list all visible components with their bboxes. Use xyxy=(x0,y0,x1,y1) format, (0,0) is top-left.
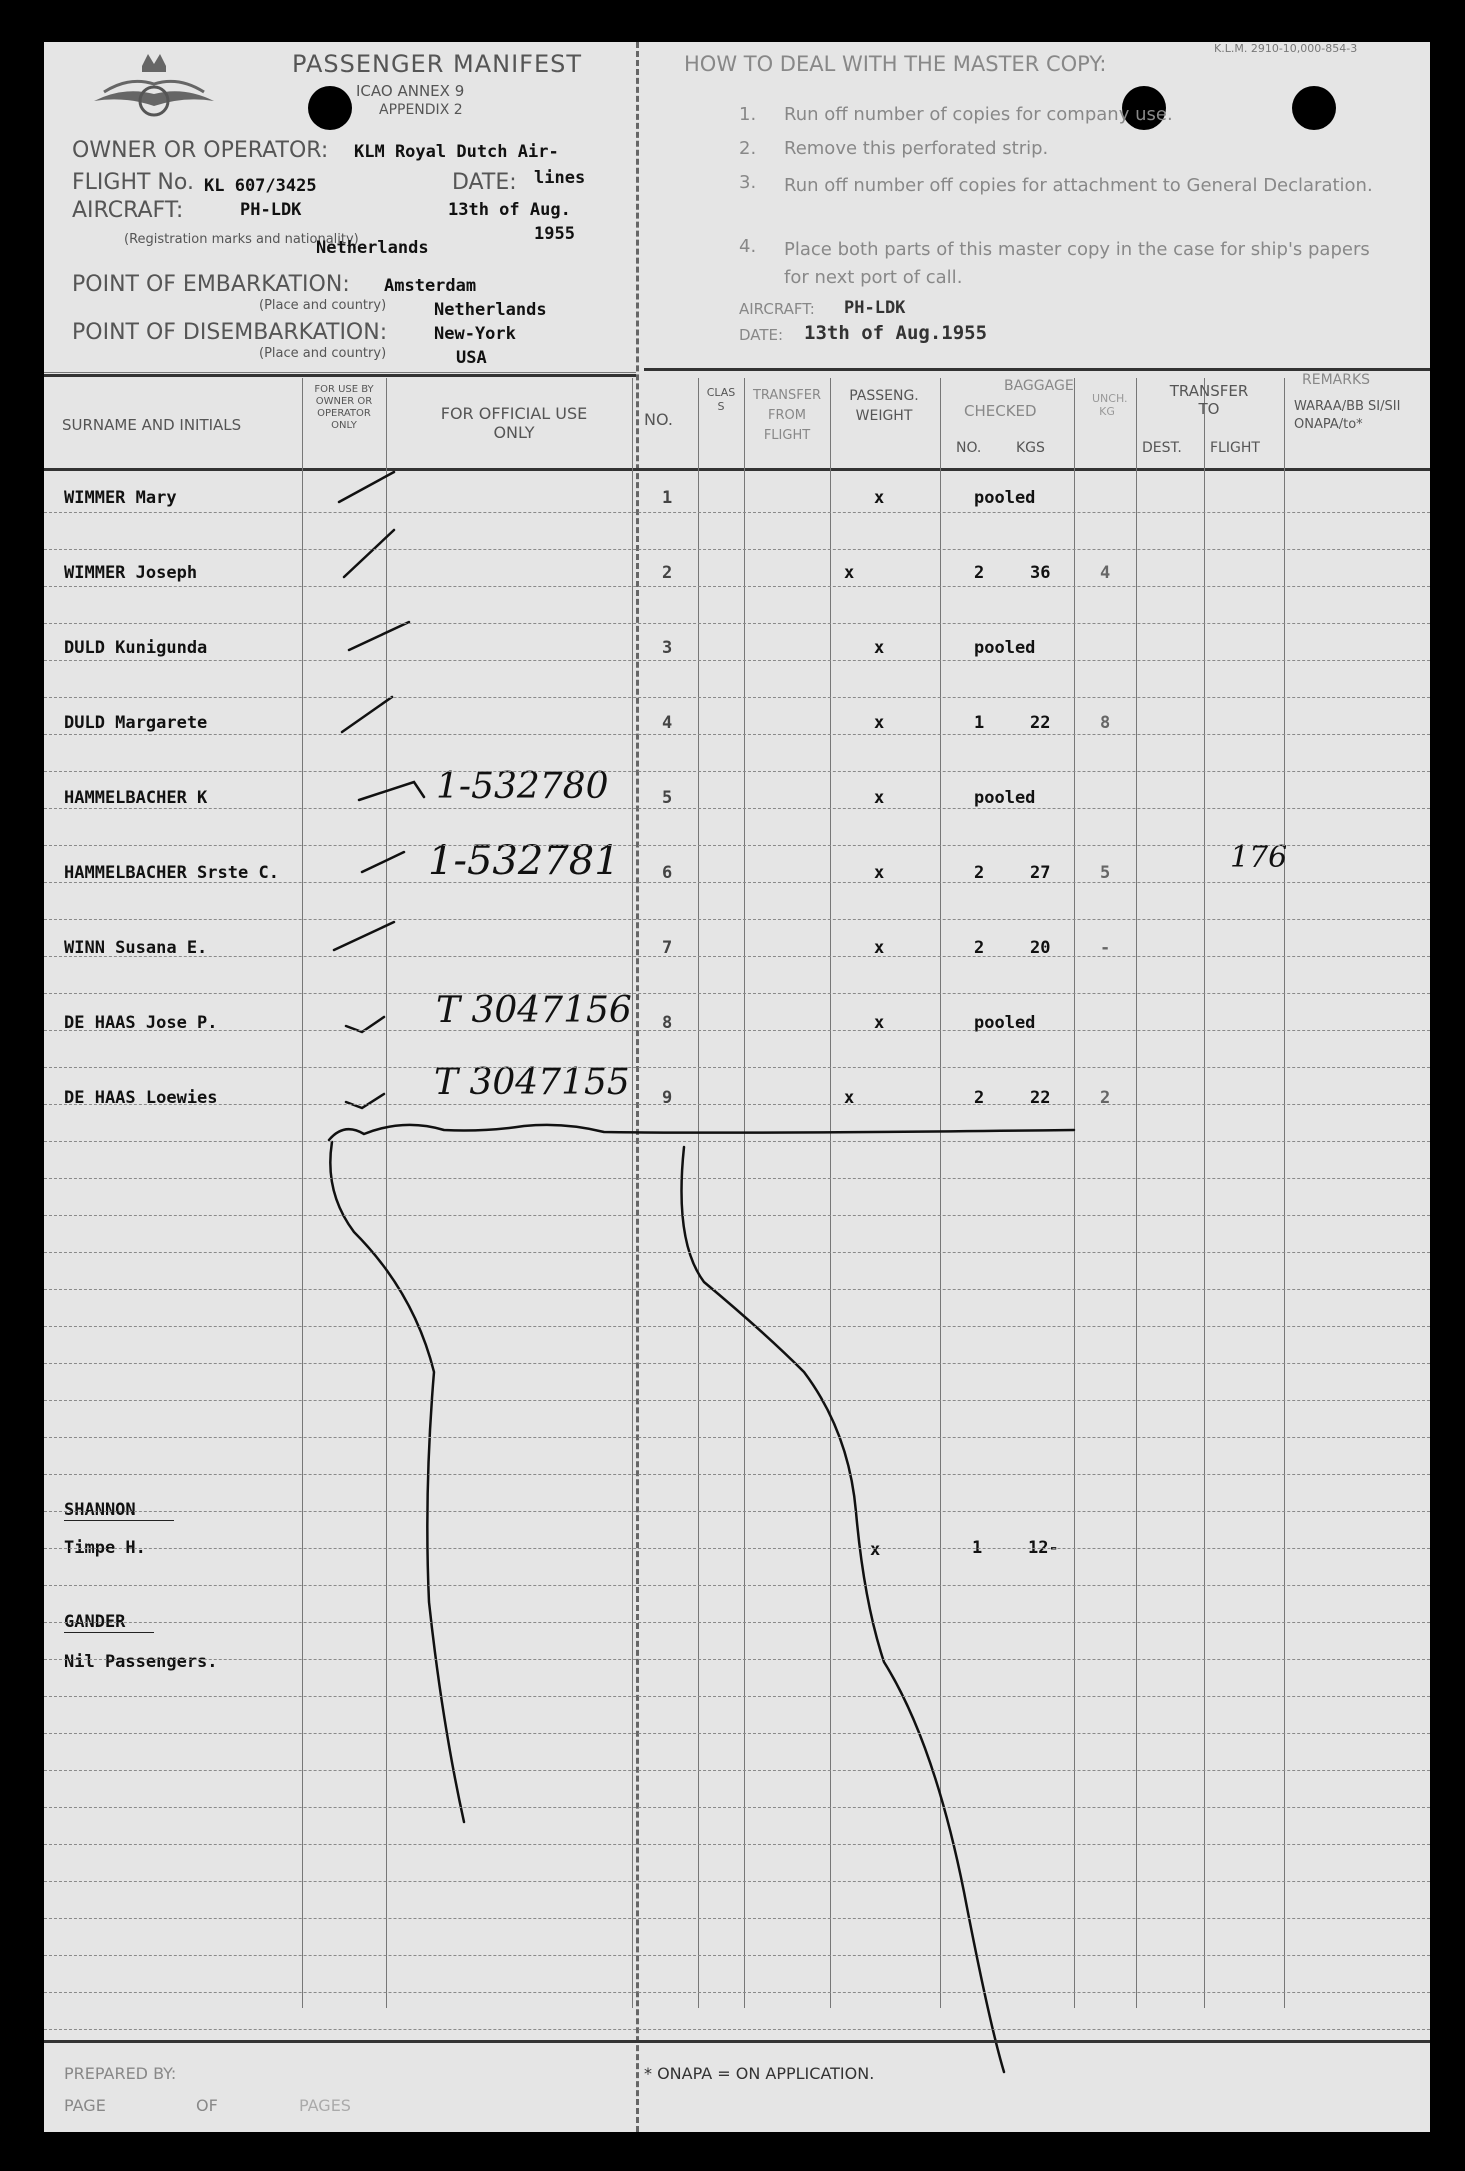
ruled-line xyxy=(44,1807,1430,1808)
ruled-line xyxy=(44,919,1430,920)
official-number: 1-532781 xyxy=(428,838,620,884)
ruled-line xyxy=(44,1141,1430,1142)
passenger-mark: x xyxy=(874,863,885,883)
strip-aircraft-label: AIRCRAFT: xyxy=(739,300,815,318)
baggage-count: 2 xyxy=(974,938,985,958)
step-3-num: 3. xyxy=(739,172,757,193)
col-flight: FLIGHT xyxy=(1210,440,1260,456)
baggage-checked: pooled xyxy=(974,488,1036,508)
ruled-line xyxy=(44,1770,1430,1771)
strip-date-value: 13th of Aug.1955 xyxy=(804,322,988,344)
stop-passenger: Timpe H. xyxy=(64,1538,146,1558)
baggage-count: 2 xyxy=(974,563,985,583)
master-copy-heading: HOW TO DEAL WITH THE MASTER COPY: xyxy=(684,52,1107,76)
owner-value-cont: lines xyxy=(534,168,586,188)
pages-label: PAGES xyxy=(299,2096,351,2115)
col-weight: PASSENG. WEIGHT xyxy=(849,388,919,424)
ruled-line xyxy=(44,1955,1430,1956)
ruled-line xyxy=(44,623,1430,624)
ruled-line xyxy=(44,1437,1430,1438)
ruled-line xyxy=(44,1030,1430,1031)
col-dest: DEST. xyxy=(1142,440,1182,456)
ruled-line xyxy=(44,734,1430,735)
ruled-line xyxy=(44,1733,1430,1734)
col-official-use: FOR OFFICIAL USE ONLY xyxy=(440,404,588,442)
baggage-count: 2 xyxy=(974,863,985,883)
ruled-line xyxy=(44,993,1430,994)
baggage-checked: pooled xyxy=(974,788,1036,808)
passenger-no: 5 xyxy=(662,788,673,808)
col-baggage: BAGGAGE xyxy=(1004,378,1074,394)
ruled-line xyxy=(44,1659,1430,1660)
manifest-sheet xyxy=(44,42,1430,2132)
col-remarks: REMARKS xyxy=(1302,372,1371,388)
passenger-no: 3 xyxy=(662,638,673,658)
baggage-kgs: 22 xyxy=(1030,1088,1051,1108)
baggage-count: 1 xyxy=(974,713,985,733)
ruled-line xyxy=(44,808,1430,809)
passenger-mark: x xyxy=(874,938,885,958)
disembarkation-label: POINT OF DISEMBARKATION: xyxy=(72,320,388,345)
date-label: DATE: xyxy=(452,170,517,195)
aircraft-value: PH-LDK xyxy=(240,200,302,220)
flight-no-value: KL 607/3425 xyxy=(204,176,317,196)
ruled-line xyxy=(44,549,1430,550)
passenger-name: WIMMER Mary xyxy=(64,488,177,508)
date-year: 1955 xyxy=(534,224,575,244)
ruled-line xyxy=(44,1918,1430,1919)
ruled-line xyxy=(44,1511,1430,1512)
col-transfer-to: TRANSFER TO xyxy=(1169,382,1249,418)
ruled-line xyxy=(44,1289,1430,1290)
col-class: CLASS xyxy=(706,386,736,413)
disembarkation-country: USA xyxy=(456,348,487,368)
stop-gander: GANDER xyxy=(64,1612,126,1632)
passenger-no: 9 xyxy=(662,1088,673,1108)
manifest-title: PASSENGER MANIFEST xyxy=(292,50,583,78)
appendix-label: APPENDIX 2 xyxy=(379,102,463,118)
ruled-line xyxy=(44,586,1430,587)
passenger-no: 6 xyxy=(662,863,673,883)
ruled-line xyxy=(44,2029,1430,2030)
ruled-line xyxy=(44,1548,1430,1549)
ruled-line xyxy=(44,1474,1430,1475)
baggage-unchecked: 4 xyxy=(1100,563,1111,583)
stop-shannon: SHANNON xyxy=(64,1500,136,1520)
ruled-line xyxy=(44,1178,1430,1179)
ruled-line xyxy=(44,1992,1430,1993)
baggage-checked: pooled xyxy=(974,638,1036,658)
stop-note: Nil Passengers. xyxy=(64,1652,218,1672)
ruled-line xyxy=(44,1215,1430,1216)
passenger-mark: x xyxy=(844,563,855,583)
passenger-name: DE HAAS Jose P. xyxy=(64,1013,218,1033)
passenger-name: WIMMER Joseph xyxy=(64,563,198,583)
ruled-line xyxy=(44,1067,1430,1068)
passenger-no: 2 xyxy=(662,563,673,583)
flight-no-label: FLIGHT No. xyxy=(72,170,194,195)
stop-underline xyxy=(64,1520,174,1521)
passenger-mark: x xyxy=(874,1013,885,1033)
col-transfer-from: TRANSFER FROM FLIGHT xyxy=(752,388,822,443)
ruled-line xyxy=(44,1326,1430,1327)
strip-aircraft-value: PH-LDK xyxy=(844,298,906,318)
col-owner-use: FOR USE BY OWNER OR OPERATOR ONLY xyxy=(314,384,374,431)
step-2-num: 2. xyxy=(739,138,757,159)
baggage-unchecked: 5 xyxy=(1100,863,1111,883)
stop-bag-no: 1 xyxy=(972,1538,983,1558)
step-1-num: 1. xyxy=(739,104,757,125)
embarkation-country: Netherlands xyxy=(434,300,547,320)
col-bag-no: NO. xyxy=(956,440,982,456)
col-remarks-codes: WARAA/BB SI/SII ONAPA/to* xyxy=(1294,399,1401,432)
stop-kgs: 12- xyxy=(1028,1538,1059,1558)
baggage-checked: pooled xyxy=(974,1013,1036,1033)
ruled-line xyxy=(44,845,1430,846)
passenger-mark: x xyxy=(844,1088,855,1108)
passenger-name: HAMMELBACHER Srste C. xyxy=(64,863,279,883)
date-value: 13th of Aug. xyxy=(448,200,571,220)
baggage-unchecked: - xyxy=(1100,938,1111,958)
of-label: OF xyxy=(196,2096,218,2115)
passenger-mark: x xyxy=(874,713,885,733)
ruled-line xyxy=(44,1881,1430,1882)
baggage-unchecked: 8 xyxy=(1100,713,1111,733)
prepared-by-label: PREPARED BY: xyxy=(64,2064,177,2083)
baggage-kgs: 36 xyxy=(1030,563,1051,583)
ruled-line xyxy=(44,1622,1430,1623)
embarkation-value: Amsterdam xyxy=(384,276,477,296)
handwritten-total: 176 xyxy=(1230,840,1288,875)
passenger-mark: x xyxy=(874,488,885,508)
registration-note: (Registration marks and nationality) xyxy=(124,232,359,247)
baggage-count: 2 xyxy=(974,1088,985,1108)
ruled-line xyxy=(44,1252,1430,1253)
col-surname: SURNAME AND INITIALS xyxy=(62,416,242,434)
ruled-line xyxy=(44,1696,1430,1697)
nationality-value: Netherlands xyxy=(316,238,429,258)
official-number: 1-532780 xyxy=(436,766,609,807)
owner-label: OWNER OR OPERATOR: xyxy=(72,138,329,163)
disembarkation-value: New-York xyxy=(434,324,516,344)
passenger-no: 7 xyxy=(662,938,673,958)
stop-x: x xyxy=(870,1540,881,1560)
step-4-num: 4. xyxy=(739,236,757,257)
ruled-line xyxy=(44,697,1430,698)
ruled-line xyxy=(44,1400,1430,1401)
ruled-line xyxy=(44,882,1430,883)
ruled-line xyxy=(44,660,1430,661)
passenger-name: WINN Susana E. xyxy=(64,938,208,958)
stop-underline xyxy=(64,1632,154,1633)
col-checked: CHECKED xyxy=(964,402,1037,420)
pen-strokes xyxy=(44,42,1430,2132)
step-4-text: Place both parts of this master copy in the case for ship's papers for next port of call. xyxy=(784,239,1370,288)
owner-value: KLM Royal Dutch Air- xyxy=(354,142,559,162)
passenger-mark: x xyxy=(874,638,885,658)
passenger-mark: x xyxy=(874,788,885,808)
passenger-no: 4 xyxy=(662,713,673,733)
onapa-note: * ONAPA = ON APPLICATION. xyxy=(644,2064,875,2083)
ruled-line xyxy=(44,1585,1430,1586)
aircraft-label: AIRCRAFT: xyxy=(72,198,184,223)
official-number: T 3047156 xyxy=(436,990,632,1031)
passenger-no: 8 xyxy=(662,1013,673,1033)
place-country-note: (Place and country) xyxy=(259,298,387,313)
ruled-line xyxy=(44,1104,1430,1105)
strip-date-label: DATE: xyxy=(739,326,784,344)
ruled-line xyxy=(44,1844,1430,1845)
col-no: NO. xyxy=(644,410,673,429)
passenger-name: HAMMELBACHER K xyxy=(64,788,208,808)
step-3-text: Run off number off copies for attachment to General Declaration. xyxy=(784,175,1373,196)
passenger-name: DULD Margarete xyxy=(64,713,208,733)
footer-border xyxy=(44,2040,1430,2043)
ruled-line xyxy=(44,956,1430,957)
col-unchecked: UNCH. KG xyxy=(1092,392,1128,418)
ruled-line xyxy=(44,512,1430,513)
baggage-kgs: 27 xyxy=(1030,863,1051,883)
baggage-kgs: 22 xyxy=(1030,713,1051,733)
annex-label: ICAO ANNEX 9 xyxy=(356,82,465,100)
place-country-note-2: (Place and country) xyxy=(259,346,387,361)
step-1-text: Run off number of copies for company use. xyxy=(784,104,1173,125)
passenger-no: 1 xyxy=(662,488,673,508)
official-number: T 3047155 xyxy=(434,1062,630,1103)
col-kgs: KGS xyxy=(1016,440,1045,456)
ruled-line xyxy=(44,771,1430,772)
ruled-line xyxy=(44,1363,1430,1364)
page-label: PAGE xyxy=(64,2096,106,2115)
baggage-unchecked: 2 xyxy=(1100,1088,1111,1108)
step-2-text: Remove this perforated strip. xyxy=(784,138,1049,159)
passenger-name: DE HAAS Loewies xyxy=(64,1088,218,1108)
passenger-name: DULD Kunigunda xyxy=(64,638,208,658)
baggage-kgs: 20 xyxy=(1030,938,1051,958)
embarkation-label: POINT OF EMBARKATION: xyxy=(72,272,350,297)
form-code: K.L.M. 2910-10,000-854-3 xyxy=(1214,42,1358,55)
